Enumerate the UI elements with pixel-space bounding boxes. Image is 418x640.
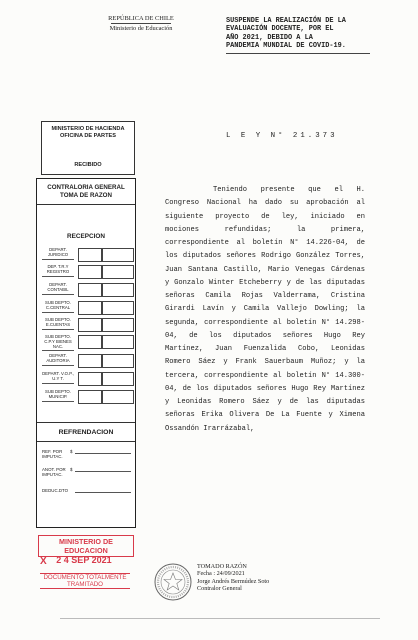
department-label: DEPART. CONTABIL <box>40 283 76 293</box>
contraloria-title-line1: CONTRALORIA GENERAL <box>47 184 125 191</box>
stamp-date: 2 4 SEP 2021 <box>56 555 112 565</box>
department-cell <box>78 318 102 332</box>
letterhead <box>86 15 196 33</box>
subject-line: EVALUACIÓN DOCENTE, POR EL <box>226 25 334 34</box>
subject-heading <box>226 17 372 54</box>
department-row <box>40 372 134 385</box>
department-row <box>40 283 134 296</box>
department-cell <box>78 265 102 279</box>
hacienda-office-box <box>41 121 135 175</box>
received-label: RECIBIDO <box>74 162 102 168</box>
page-bottom-rule <box>60 618 380 619</box>
tomado-role: Contralor General <box>197 585 242 593</box>
subject-line: PANDEMIA MUNDIAL DE COVID-19. <box>226 42 346 51</box>
tomado-razon-block <box>197 563 269 593</box>
recepcion-label: RECEPCION <box>67 233 105 240</box>
law-title: L E Y N° 21.373 <box>226 132 338 140</box>
refrendacion-label: REFRENDACION <box>58 429 114 436</box>
department-cell <box>78 301 102 315</box>
department-label: SUB DEPTO. C.CENTRAL <box>40 301 76 311</box>
hacienda-line1: MINISTERIO DE HACIENDA <box>51 126 125 132</box>
divider <box>37 441 135 442</box>
ref-row-label: DEDUC.DTO <box>42 488 69 493</box>
department-cell <box>102 318 134 332</box>
tomado-name: Jorge Andrés Bermúdez Soto <box>197 577 270 585</box>
contraloria-title-line2: TOMA DE RAZON <box>60 191 112 199</box>
ref-row-label: ANOT. POR <box>42 467 66 472</box>
currency-symbol: $ <box>70 467 73 472</box>
subject-line: AÑO 2021, DEBIDO A LA <box>226 33 313 42</box>
fill-line <box>75 453 131 454</box>
department-row <box>40 301 134 314</box>
department-row <box>40 265 134 278</box>
contraloria-box <box>36 178 136 528</box>
department-row <box>40 335 134 348</box>
divider <box>37 422 135 423</box>
department-cell <box>78 354 102 368</box>
ref-row <box>42 467 132 478</box>
ref-row-sub: IMPUTAC. <box>42 454 63 460</box>
hacienda-title <box>42 126 134 140</box>
department-cell <box>102 248 134 262</box>
letterhead-divider <box>111 23 171 24</box>
department-label: DEPART. JURIDICO <box>40 248 76 258</box>
department-row <box>40 248 134 261</box>
ref-row-label: REF. POR <box>42 449 63 454</box>
ref-row-sub: IMPUTAC. <box>42 472 63 478</box>
tomado-date: Fecha : 24/09/2021 <box>197 570 245 578</box>
stamp-ministry: MINISTERIO DE EDUCACION <box>38 535 134 557</box>
subject-line: SUSPENDE LA REALIZACIÓN DE LA <box>226 17 346 25</box>
department-label: SUB DEPTO. C.P.Y BIENES NAC. <box>40 335 76 349</box>
department-label: SUB DEPTO. E.CUENTAS <box>40 318 76 328</box>
subject-underline <box>226 53 370 54</box>
ministry-label: Ministerio de Educación <box>109 25 173 32</box>
department-cell <box>102 372 134 386</box>
hacienda-line2: OFICINA DE PARTES <box>60 133 116 139</box>
republic-label: REPÚBLICA DE CHILE <box>108 15 174 22</box>
ministry-stamp <box>38 535 134 595</box>
ref-row <box>42 449 132 460</box>
department-row <box>40 354 134 367</box>
stamp-status-line2: TRAMITADO <box>67 581 103 588</box>
department-cell <box>78 248 102 262</box>
currency-symbol: $ <box>70 449 73 454</box>
department-cell <box>102 335 134 349</box>
divider <box>37 204 135 205</box>
department-cell <box>78 283 102 297</box>
fill-line <box>75 492 131 493</box>
department-cell <box>102 390 134 404</box>
fill-line <box>75 471 131 472</box>
department-label: DEPART. V.O.P., U.Y T. <box>40 372 76 382</box>
ref-row <box>42 488 132 493</box>
law-paragraph <box>165 184 365 436</box>
department-cell <box>78 390 102 404</box>
law-paragraph-text: Teniendo presente que el H. Congreso Nacional ha dado su aprobación al siguiente proyecto de ley, iniciado en mociones refundidas; la primera, correspondiente al boletín N° 14.226-04, de los diputados señores Rodrigo González Torres, Juan Santana Castillo, Mario Venegas Cárdenas y Gonzalo Winter Etcheberry y de las diputadas señoras Camila Rojas Valderrama, Cristina Girardi Lavín y Camila Vallejo Dowling; la segunda, correspondiente al boletín N° 14.298-04, de los diputados señores Hugo Rey Martínez, Juan Fuenzalida Cobo, Leonidas Romero Sáez y Frank Sauerbaum Muñoz; y la tercera, correspondiente al boletín N° 14.300-04, de los diputados señores Hugo Rey Martínez y Leonidas Romero Sáez y de las diputadas señoras Erika Olivera De La Fuente y Ximena Ossandón Irarrázabal, <box>165 186 365 433</box>
contraloria-title <box>37 184 135 199</box>
stamp-status-line1: DOCUMENTO TOTALMENTE <box>43 574 127 581</box>
department-row <box>40 318 134 331</box>
department-label: DEP. T.R.Y REGISTRO <box>40 265 76 275</box>
department-label: DEPART. AUDITORIA <box>40 354 76 364</box>
department-cell <box>102 301 134 315</box>
department-cell <box>78 372 102 386</box>
department-cell <box>78 335 102 349</box>
department-cell <box>102 354 134 368</box>
department-cell <box>102 265 134 279</box>
department-row <box>40 390 134 403</box>
contraloria-seal-icon <box>153 562 193 602</box>
department-cell <box>102 283 134 297</box>
stamp-status <box>40 573 130 589</box>
department-label: SUB DEPTO. MUNICIP. <box>40 390 76 400</box>
stamp-mark: X <box>40 556 47 567</box>
tomado-title: TOMADO RAZÓN <box>197 563 247 570</box>
